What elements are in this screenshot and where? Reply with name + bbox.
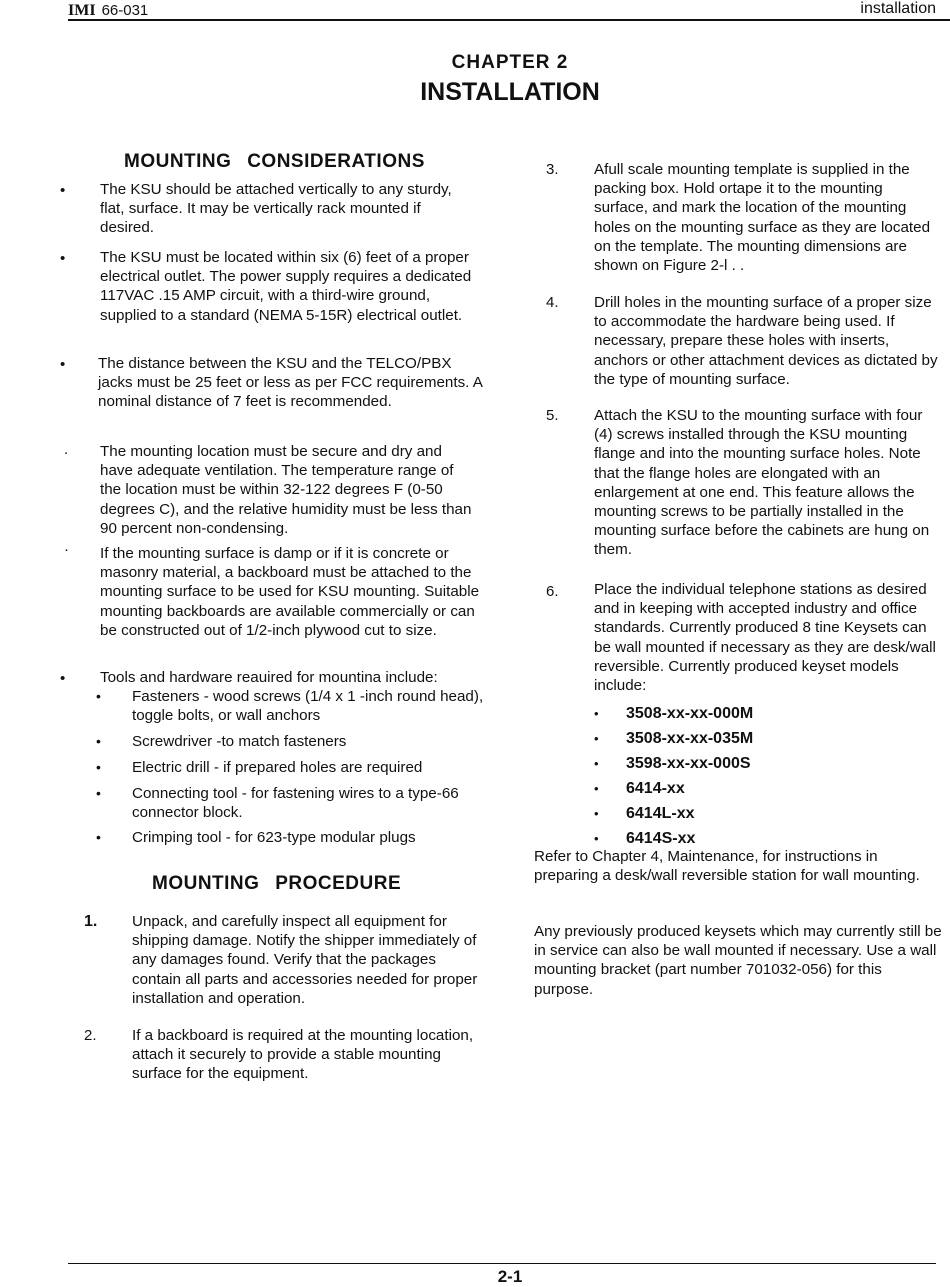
step-text: Place the individual telephone stations as desired and in keeping with accepted industry and office standards. Currently produced 8 tine Keysets can be wall mounted if necessary as they are desk/wall reversible. Currently produced keyset models include: bbox=[594, 581, 936, 695]
step-text: Afull scale mounting template is supplied in the packing box. Hold ortape it to the mounting surface, and mark the location of the mounting holes on the mounting surface as they are located on the template. The mounting dimensions are shown on Figure 2-l . . bbox=[594, 161, 931, 275]
sub-bullet: • bbox=[96, 688, 101, 704]
list-item-text: The distance between the KSU and the TELCO/PBX jacks must be 25 feet or less as per FCC requirements. A nominal distance of 7 feet is recommended. bbox=[98, 355, 483, 411]
document-number: 66-031 bbox=[101, 2, 149, 19]
maintenance-reference-note: Refer to Chapter 4, Maintenance, for instructions in preparing a desk/wall reversible station for wall mounting. bbox=[534, 848, 920, 885]
tool-item-text: Crimping tool - for 623-type modular plugs bbox=[132, 829, 416, 846]
footer-rule bbox=[68, 1263, 936, 1264]
tool-item-text: Connecting tool - for fastening wires to a type-66 connector block. bbox=[132, 785, 459, 822]
step-text: Unpack, and carefully inspect all equipment for shipping damage. Notify the shipper immediately of any damages found. Verify that the packages contain all parts and accessories needed for proper installation and operation. bbox=[132, 913, 478, 1007]
imi-logo: IMI bbox=[68, 2, 96, 19]
model-number: 6414-xx bbox=[626, 780, 685, 797]
bullet-marker: • bbox=[60, 182, 66, 199]
step-number: 6. bbox=[546, 583, 559, 600]
step-number: 3. bbox=[546, 161, 559, 178]
sub-bullet: • bbox=[96, 829, 101, 845]
tool-item-text: Screwdriver -to match fasteners bbox=[132, 733, 347, 750]
step-text: Drill holes in the mounting surface of a proper size to accommodate the hardware being used. If necessary, prepare these holes with inserts, anchors or other attachment devices as dictated by the type of mounting surface. bbox=[594, 294, 938, 388]
model-number: 3508-xx-xx-000M bbox=[626, 705, 754, 722]
list-item-text: The KSU should be attached vertically to any sturdy, flat, surface. It may be vertically rack mounted if desired. bbox=[100, 181, 452, 237]
bullet-marker: . bbox=[64, 441, 69, 458]
tool-item-text: Electric drill - if prepared holes are required bbox=[132, 759, 423, 776]
bullet-marker: · bbox=[64, 541, 69, 558]
running-header-left bbox=[68, 2, 148, 20]
header-rule bbox=[68, 19, 950, 21]
mounting-procedure-title: MOUNTING PROCEDURE bbox=[152, 873, 402, 894]
step-number: 2. bbox=[84, 1027, 97, 1044]
list-item-text: Tools and hardware reauired for mountina include: bbox=[100, 669, 438, 686]
model-number: 3508-xx-xx-035M bbox=[626, 730, 754, 747]
sub-bullet: • bbox=[96, 759, 101, 775]
model-number: 6414S-xx bbox=[626, 830, 696, 847]
running-header-section: installation bbox=[860, 0, 936, 17]
chapter-label: CHAPTER 2 bbox=[451, 52, 569, 73]
list-item-text: If the mounting surface is damp or if it is concrete or masonry material, a backboard must be attached to the mounting surface to be used for KSU mounting. Suitable mounting backboards are available commercially or can be constructed out of 1/2-inch plywood cut to size. bbox=[100, 545, 480, 639]
step-number: 5. bbox=[546, 407, 559, 424]
bullet-marker: • bbox=[60, 356, 66, 373]
legacy-keyset-note: Any previously produced keysets which may currently still be in service can also be wall mounted if necessary. Use a wall mounting bracket (part number 701032-056) for this purpose. bbox=[534, 923, 942, 998]
bullet-marker: • bbox=[60, 250, 66, 267]
mounting-considerations-title: MOUNTING CONSIDERATIONS bbox=[124, 151, 425, 172]
step-text: If a backboard is required at the mounting location, attach it securely to provide a stable mounting surface for the equipment. bbox=[132, 1027, 474, 1083]
step-number: 4. bbox=[546, 294, 559, 311]
step-text: Attach the KSU to the mounting surface with four (4) screws installed through the KSU mounting flange and into the mounting surface holes. Note that the flange holes are elongated with an enlargement at one end. This feature allows the mounting screws to be partially installed in the mounting surface before the cabinets are hung on them. bbox=[594, 407, 930, 559]
list-item-text: The KSU must be located within six (6) feet of a proper electrical outlet. The power supply requires a dedicated 117VAC .15 AMP circuit, with a third-wire ground, supplied to a standard (NEMA 5-15R) electrical outlet. bbox=[100, 249, 472, 324]
sub-bullet: • bbox=[96, 733, 101, 749]
model-number: 3598-xx-xx-000S bbox=[626, 755, 751, 772]
bullet-marker: • bbox=[60, 670, 66, 687]
chapter-title: INSTALLATION bbox=[420, 78, 600, 106]
sub-bullet: • bbox=[96, 785, 101, 801]
list-item-text: The mounting location must be secure and dry and have adequate ventilation. The temperature range of the location must be within 32-122 degrees F (0-50 degrees C), and the relative humidity must be less than 90 percent non-condensing. bbox=[100, 443, 472, 537]
tool-item-text: Fasteners - wood screws (1/4 x 1 -inch round head), toggle bolts, or wall anchors bbox=[132, 688, 484, 725]
step-number: 1. bbox=[84, 913, 98, 930]
model-number: 6414L-xx bbox=[626, 805, 695, 822]
page-number: 2-1 bbox=[497, 1267, 523, 1286]
